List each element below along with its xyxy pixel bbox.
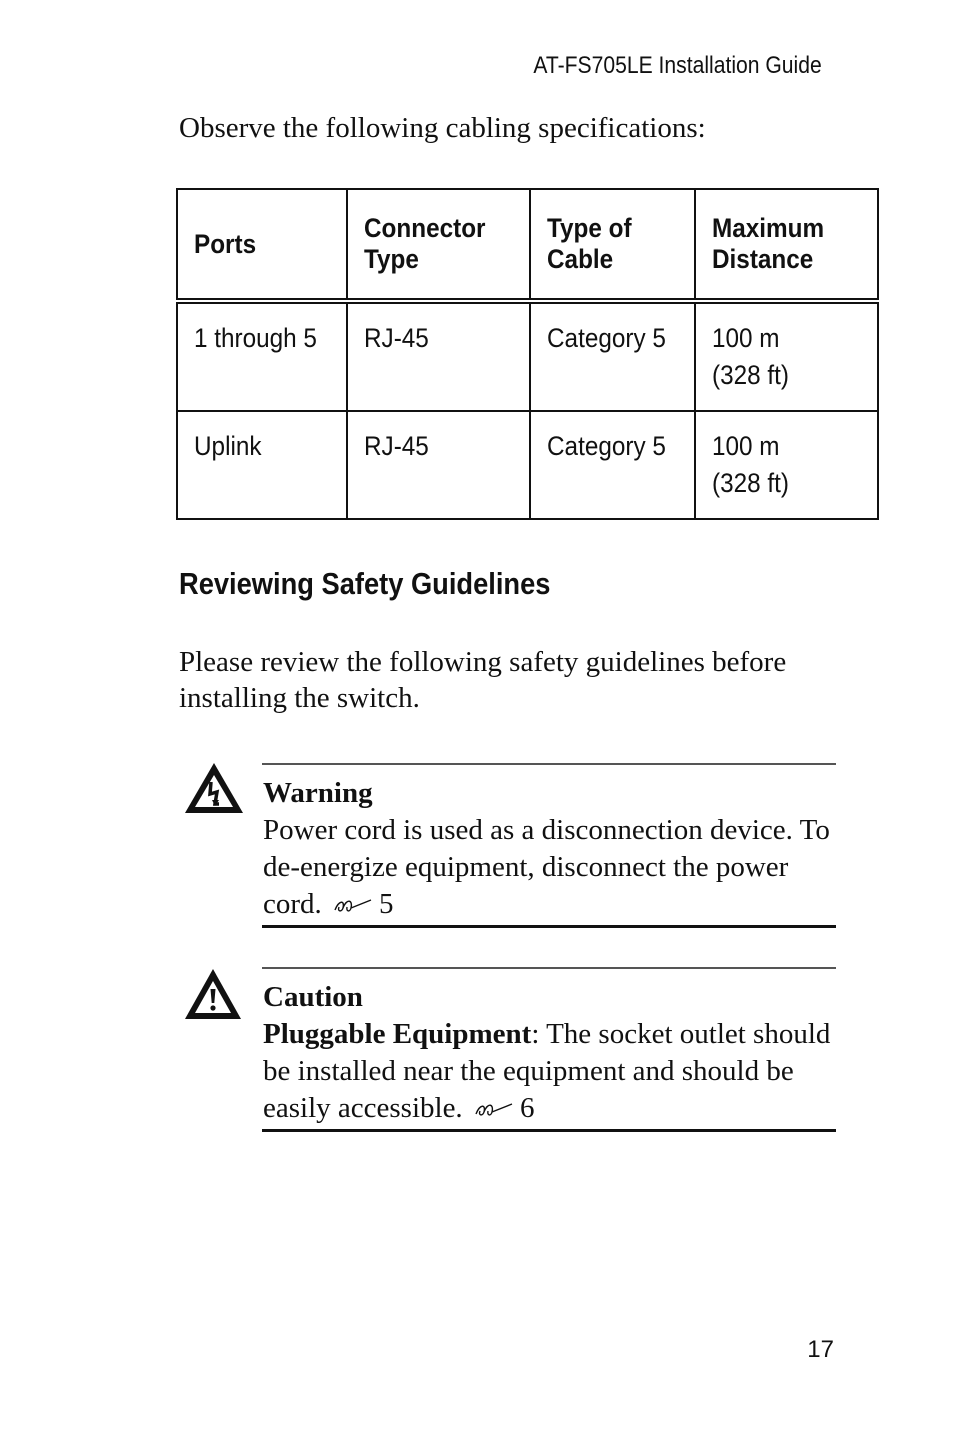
running-header: AT-FS705LE Installation Guide	[533, 52, 822, 79]
table-row	[177, 411, 878, 519]
warning-notice	[262, 763, 836, 928]
cell-connector: RJ-45	[347, 411, 530, 519]
caution-label: Caution	[263, 981, 363, 1013]
table-header-row	[177, 189, 878, 301]
warning-ref: 5	[379, 888, 394, 920]
intro-text: Observe the following cabling specifications:	[179, 112, 706, 144]
cell-ports: 1 through 5	[177, 301, 347, 411]
cell-cable: Category 5	[530, 301, 695, 411]
reference-glyph-icon	[331, 896, 375, 916]
caution-bold-text: Pluggable Equipment	[263, 1018, 532, 1050]
header-cable-type: Type of Cable	[530, 189, 695, 301]
section-paragraph: Please review the following safety guidelines before installing the switch.	[179, 646, 787, 714]
section-heading: Reviewing Safety Guidelines	[179, 566, 551, 601]
warning-label: Warning	[263, 777, 373, 809]
cell-distance: 100 m (328 ft)	[695, 301, 878, 411]
cell-distance: 100 m (328 ft)	[695, 411, 878, 519]
cell-ports: Uplink	[177, 411, 347, 519]
table-row	[177, 301, 878, 411]
caution-ref: 6	[519, 1092, 535, 1124]
cell-connector: RJ-45	[347, 301, 530, 411]
warning-text: Power cord is used as a disconnection device. To de-energize equipment, disconnect the power cord.	[263, 814, 830, 920]
header-ports: Ports	[177, 189, 347, 301]
caution-triangle-icon	[182, 966, 244, 1022]
cell-cable: Category 5	[530, 411, 695, 519]
reference-glyph-icon	[472, 1100, 516, 1120]
page-number: 17	[807, 1336, 834, 1363]
header-max-distance: Maximum Distance	[695, 189, 878, 301]
electrical-hazard-icon	[182, 760, 246, 816]
header-connector-type: Connector Type	[347, 189, 530, 301]
cabling-spec-table	[176, 188, 879, 520]
caution-notice	[262, 967, 836, 1132]
caution-text: : The socket outlet should be installed near the equipment and should be easily accessible.	[263, 1018, 831, 1124]
